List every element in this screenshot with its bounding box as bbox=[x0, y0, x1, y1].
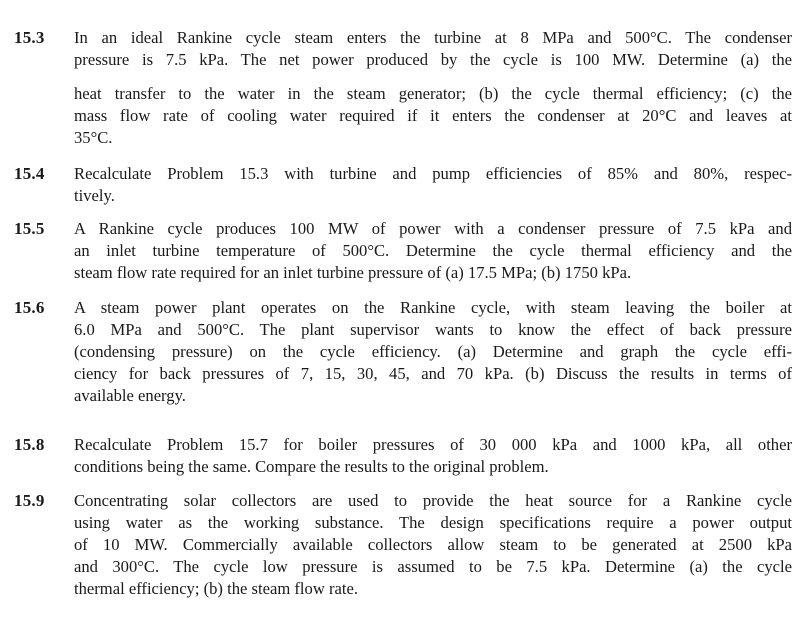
problem-line: using water as the working substance. The design specifications require a power output bbox=[74, 513, 792, 532]
problem-number: 15.9 bbox=[14, 491, 45, 510]
problem-15-6 bbox=[14, 297, 792, 407]
problem-line: A steam power plant operates on the Rankine cycle, with steam leaving the boiler at bbox=[74, 298, 792, 317]
problem-line: thermal efficiency; (b) the steam flow rate. bbox=[74, 579, 358, 598]
problem-line: ciency for back pressures of 7, 15, 30, 45, and 70 kPa. (b) Discuss the results in terms of bbox=[74, 364, 792, 383]
problem-15-3 bbox=[14, 27, 792, 149]
problem-text bbox=[74, 27, 792, 149]
problem-text bbox=[74, 434, 792, 478]
problem-line: In an ideal Rankine cycle steam enters the turbine at 8 MPa and 500°C. The condenser bbox=[74, 28, 792, 47]
problem-line: tively. bbox=[74, 186, 115, 205]
problem-line: A Rankine cycle produces 100 MW of power with a condenser pressure of 7.5 kPa and bbox=[74, 219, 792, 238]
problem-line: an inlet turbine temperature of 500°C. Determine the cycle thermal efficiency and the bbox=[74, 241, 792, 260]
problem-line: of 10 MW. Commercially available collectors allow steam to be generated at 2500 kPa bbox=[74, 535, 792, 554]
problem-line: Recalculate Problem 15.3 with turbine and pump efficiencies of 85% and 80%, respec- bbox=[74, 164, 792, 183]
problem-text bbox=[74, 218, 792, 284]
problem-15-5 bbox=[14, 218, 792, 284]
problem-text bbox=[74, 297, 792, 407]
problem-line: 35°C. bbox=[74, 128, 113, 147]
problem-line: conditions being the same. Compare the results to the original problem. bbox=[74, 457, 549, 476]
problem-text bbox=[74, 163, 792, 207]
problem-number: 15.4 bbox=[14, 164, 45, 183]
problem-15-8 bbox=[14, 434, 792, 478]
problem-15-4 bbox=[14, 163, 792, 207]
problem-line: and 300°C. The cycle low pressure is assumed to be 7.5 kPa. Determine (a) the cycle bbox=[74, 557, 792, 576]
problem-line: 6.0 MPa and 500°C. The plant supervisor wants to know the effect of back pressure bbox=[74, 320, 792, 339]
problem-line: pressure is 7.5 kPa. The net power produced by the cycle is 100 MW. Determine (a) the bbox=[74, 50, 792, 69]
problem-line: steam flow rate required for an inlet turbine pressure of (a) 17.5 MPa; (b) 1750 kPa. bbox=[74, 263, 632, 282]
problem-number: 15.5 bbox=[14, 219, 45, 238]
problem-15-9 bbox=[14, 490, 792, 600]
problem-line: available energy. bbox=[74, 386, 186, 405]
problem-number: 15.6 bbox=[14, 298, 45, 317]
problem-number: 15.8 bbox=[14, 435, 45, 454]
problem-line: Recalculate Problem 15.7 for boiler pressures of 30 000 kPa and 1000 kPa, all other bbox=[74, 435, 792, 454]
problem-text bbox=[74, 490, 792, 600]
problem-line: mass flow rate of cooling water required if it enters the condenser at 20°C and leaves at bbox=[74, 106, 792, 125]
problem-line: (condensing pressure) on the cycle efficiency. (a) Determine and graph the cycle effi- bbox=[74, 342, 792, 361]
problem-line: heat transfer to the water in the steam generator; (b) the cycle thermal efficiency; (c) the bbox=[74, 84, 792, 103]
problem-number: 15.3 bbox=[14, 28, 45, 47]
problem-line: Concentrating solar collectors are used to provide the heat source for a Rankine cycle bbox=[74, 491, 792, 510]
